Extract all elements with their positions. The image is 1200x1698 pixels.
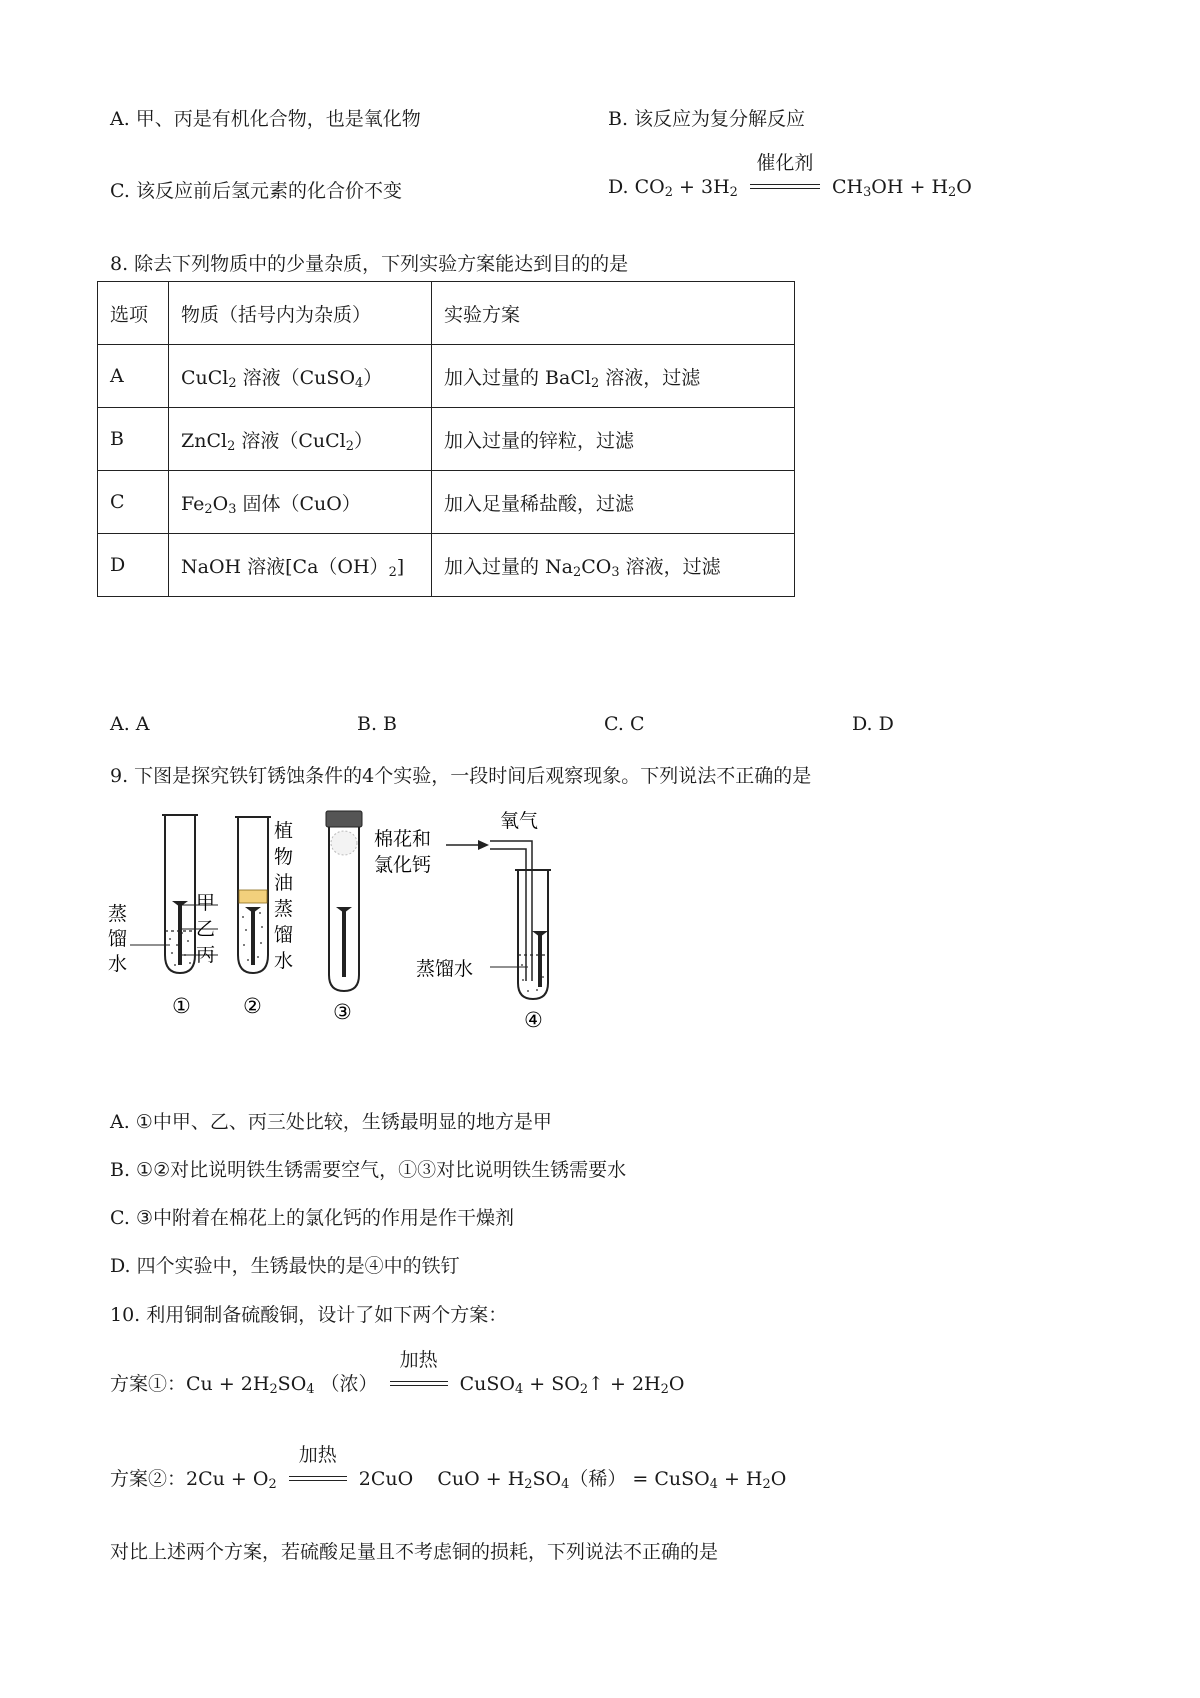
q7-option-d: D. $CO_2 + 3H_2$ 催化剂 $CH_3OH + H_2O$ bbox=[608, 176, 972, 198]
tube-3-number: ③ bbox=[333, 1000, 352, 1024]
q7-option-b: B. 该反应为复分解反应 bbox=[608, 108, 806, 130]
q9-option-b: B. ①②对比说明铁生锈需要空气，①③对比说明铁生锈需要水 bbox=[110, 1159, 627, 1181]
heat-condition bbox=[289, 1444, 347, 1490]
row-substance: CuCl$_2$ 溶液（CuSO$_4$） bbox=[169, 345, 432, 408]
q9-stem: 9. 下图是探究铁钉锈蚀条件的4个实验，一段时间后观察现象。下列说法不正确的是 bbox=[110, 765, 812, 787]
tube-2-number: ② bbox=[243, 994, 262, 1018]
tube2-water-char-2: 馏 bbox=[274, 924, 294, 946]
tube1-water-char-1: 蒸 bbox=[108, 903, 128, 925]
row-label: D bbox=[98, 534, 169, 597]
plan-1-label: 方案①： bbox=[110, 1373, 187, 1395]
q10-plan-1: 方案①：$Cu + 2H_2SO_4$ （浓） 加热 CuSO$_4$ + $SO_2↑ + 2H_2O$ bbox=[110, 1369, 684, 1396]
tube-1-number: ① bbox=[172, 994, 191, 1018]
position-bing-label: 丙 bbox=[196, 944, 216, 966]
row-plan: 加入过量的 $Na_2CO_3$ 溶液，过滤 bbox=[432, 534, 795, 597]
q9-option-a: A. ①中甲、乙、丙三处比较，生锈最明显的地方是甲 bbox=[110, 1111, 552, 1133]
cotton-label-line-2: 氯化钙 bbox=[374, 854, 432, 876]
q8-stem: 8. 除去下列物质中的少量杂质，下列实验方案能达到目的的是 bbox=[110, 253, 629, 275]
q7-option-c: C. 该反应前后氢元素的化合价不变 bbox=[110, 180, 402, 202]
tube-4-number: ④ bbox=[524, 1008, 543, 1032]
heat-condition bbox=[390, 1349, 448, 1395]
oil-label-char-1: 植 bbox=[274, 820, 294, 842]
q10-stem: 10. 利用铜制备硫酸铜，设计了如下两个方案： bbox=[110, 1304, 508, 1326]
tube2-water-char-3: 水 bbox=[274, 950, 294, 972]
table-row bbox=[98, 408, 795, 471]
heat-label: 加热 bbox=[298, 1444, 337, 1466]
q10-conclusion: 对比上述两个方案，若硫酸足量且不考虑铜的损耗，下列说法不正确的是 bbox=[110, 1541, 719, 1563]
oil-label-char-2: 物 bbox=[274, 846, 294, 868]
q7-option-a: A. 甲、丙是有机化合物，也是氧化物 bbox=[110, 108, 421, 130]
oil-label-char-3: 油 bbox=[274, 872, 294, 894]
q7-option-d-label: D. bbox=[608, 176, 629, 198]
test-tube-1 bbox=[162, 815, 198, 973]
q8-options-table bbox=[97, 281, 795, 597]
table-row bbox=[98, 471, 795, 534]
tube4-water-label: 蒸馏水 bbox=[416, 958, 474, 980]
row-plan: 加入足量稀盐酸，过滤 bbox=[432, 471, 795, 534]
tube2-water-char-1: 蒸 bbox=[274, 898, 294, 920]
position-yi-label: 乙 bbox=[196, 918, 216, 940]
catalyst-condition bbox=[750, 152, 820, 198]
table-row bbox=[98, 345, 795, 408]
q8-choice-d: D. D bbox=[852, 713, 894, 735]
rust-experiment-figure bbox=[100, 805, 610, 1055]
tube1-water-char-3: 水 bbox=[108, 953, 128, 975]
q8-choice-c: C. C bbox=[604, 713, 645, 735]
q9-option-c: C. ③中附着在棉花上的氯化钙的作用是作干燥剂 bbox=[110, 1207, 514, 1229]
q10-plan-2: 方案②：$2Cu + O_2$ 加热 2CuO CuO + $H_2SO_4$（稀） = CuSO$_4$ + $H_2O$ bbox=[110, 1464, 786, 1491]
row-label: A bbox=[98, 345, 169, 408]
q9-option-d: D. 四个实验中，生锈最快的是④中的铁钉 bbox=[110, 1255, 460, 1277]
heat-label: 加热 bbox=[399, 1349, 438, 1371]
position-jia-label: 甲 bbox=[196, 892, 216, 914]
cotton-label-line-1: 棉花和 bbox=[374, 828, 432, 850]
header-substance: 物质（括号内为杂质） bbox=[169, 282, 432, 345]
test-tube-2 bbox=[235, 817, 271, 973]
tube1-water-char-2: 馏 bbox=[108, 928, 128, 950]
header-option: 选项 bbox=[98, 282, 169, 345]
q8-choice-b: B. B bbox=[357, 713, 398, 735]
oxygen-arrow-head bbox=[478, 840, 489, 850]
row-substance: $Fe_2O_3$ 固体（CuO） bbox=[169, 471, 432, 534]
row-substance: ZnCl$_2$ 溶液（CuCl$_2$） bbox=[169, 408, 432, 471]
test-tube-3 bbox=[326, 811, 362, 991]
row-label: B bbox=[98, 408, 169, 471]
row-label: C bbox=[98, 471, 169, 534]
stopper bbox=[326, 811, 362, 827]
q8-choice-a: A. A bbox=[110, 713, 150, 735]
table-row bbox=[98, 534, 795, 597]
catalyst-label: 催化剂 bbox=[756, 152, 814, 174]
row-plan: 加入过量的锌粒，过滤 bbox=[432, 408, 795, 471]
row-plan: 加入过量的 BaCl$_2$ 溶液，过滤 bbox=[432, 345, 795, 408]
vegetable-oil-layer bbox=[239, 890, 267, 903]
header-plan: 实验方案 bbox=[432, 282, 795, 345]
table-header-row bbox=[98, 282, 795, 345]
oxygen-label: 氧气 bbox=[500, 810, 539, 832]
cotton-ball bbox=[331, 831, 357, 855]
plan-2-label: 方案②： bbox=[110, 1468, 187, 1490]
row-substance: NaOH 溶液$[Ca(OH)_2]$ bbox=[169, 534, 432, 597]
